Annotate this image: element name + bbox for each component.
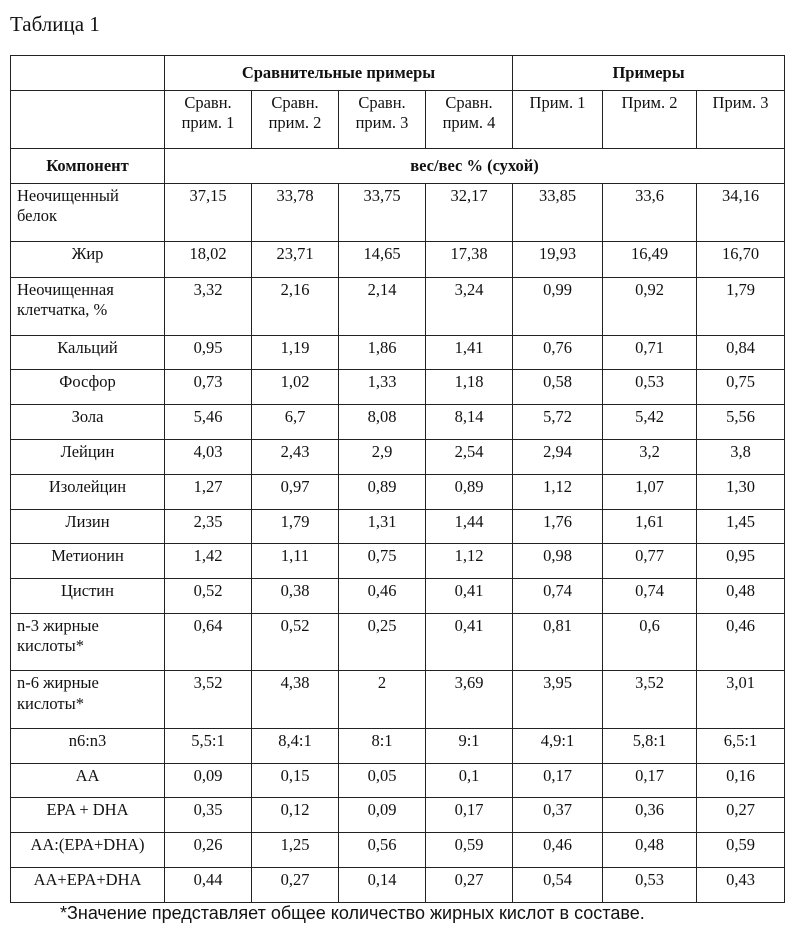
value-cell: 37,15 (165, 184, 252, 242)
value-cell: 0,64 (165, 614, 252, 671)
component-name: n-6 жирные кислоты* (11, 671, 165, 728)
value-cell: 5,8:1 (603, 728, 697, 763)
group-comparative: Сравнительные примеры (165, 56, 513, 91)
empty-header-cell (11, 90, 165, 148)
value-cell: 3,01 (697, 671, 785, 728)
value-cell: 0,43 (697, 868, 785, 903)
value-cell: 0,09 (339, 798, 426, 833)
value-cell: 2,9 (339, 440, 426, 475)
unit-row (11, 149, 785, 184)
value-cell: 0,99 (513, 278, 603, 335)
value-cell: 5,42 (603, 405, 697, 440)
value-cell: 1,33 (339, 370, 426, 405)
value-cell: 0,09 (165, 763, 252, 798)
value-cell: 0,46 (339, 579, 426, 614)
value-cell: 0,1 (426, 763, 513, 798)
data-table (10, 55, 785, 903)
value-cell: 0,46 (697, 614, 785, 671)
value-cell: 0,73 (165, 370, 252, 405)
table-row (11, 868, 785, 903)
component-label: Компонент (11, 149, 165, 184)
value-cell: 0,53 (603, 370, 697, 405)
table-row (11, 614, 785, 671)
table-row (11, 278, 785, 335)
component-name: Кальций (11, 335, 165, 370)
column-header-row (11, 90, 785, 148)
value-cell: 0,41 (426, 579, 513, 614)
value-cell: 14,65 (339, 242, 426, 278)
value-cell: 0,59 (426, 833, 513, 868)
table-row (11, 833, 785, 868)
value-cell: 0,44 (165, 868, 252, 903)
value-cell: 3,95 (513, 671, 603, 728)
value-cell: 1,45 (697, 509, 785, 544)
column-header: Прим. 3 (697, 90, 785, 148)
component-name: Цистин (11, 579, 165, 614)
table-caption: Таблица 1 (10, 12, 100, 36)
component-name: AA:(EPA+DHA) (11, 833, 165, 868)
table-row (11, 440, 785, 475)
value-cell: 0,95 (697, 544, 785, 579)
value-cell: 0,25 (339, 614, 426, 671)
value-cell: 32,17 (426, 184, 513, 242)
value-cell: 0,75 (339, 544, 426, 579)
component-name: AA (11, 763, 165, 798)
table-row (11, 335, 785, 370)
value-cell: 34,16 (697, 184, 785, 242)
footnote: *Значение представляет общее количество жирных кислот в составе. (60, 903, 645, 923)
value-cell: 0,56 (339, 833, 426, 868)
table-row (11, 370, 785, 405)
component-name: n-3 жирные кислоты* (11, 614, 165, 671)
table-row (11, 579, 785, 614)
value-cell: 1,44 (426, 509, 513, 544)
value-cell: 0,17 (426, 798, 513, 833)
value-cell: 1,18 (426, 370, 513, 405)
component-name: Метионин (11, 544, 165, 579)
value-cell: 2 (339, 671, 426, 728)
value-cell: 3,69 (426, 671, 513, 728)
value-cell: 1,12 (426, 544, 513, 579)
value-cell: 0,35 (165, 798, 252, 833)
value-cell: 1,61 (603, 509, 697, 544)
value-cell: 1,11 (252, 544, 339, 579)
value-cell: 3,52 (603, 671, 697, 728)
value-cell: 0,05 (339, 763, 426, 798)
value-cell: 0,97 (252, 474, 339, 509)
value-cell: 17,38 (426, 242, 513, 278)
value-cell: 6,7 (252, 405, 339, 440)
component-name: AA+EPA+DHA (11, 868, 165, 903)
value-cell: 8:1 (339, 728, 426, 763)
table-row (11, 509, 785, 544)
component-name: Жир (11, 242, 165, 278)
value-cell: 0,98 (513, 544, 603, 579)
value-cell: 0,46 (513, 833, 603, 868)
value-cell: 18,02 (165, 242, 252, 278)
value-cell: 5,72 (513, 405, 603, 440)
value-cell: 0,54 (513, 868, 603, 903)
value-cell: 1,12 (513, 474, 603, 509)
value-cell: 0,15 (252, 763, 339, 798)
value-cell: 1,42 (165, 544, 252, 579)
value-cell: 0,95 (165, 335, 252, 370)
component-name: EPA + DHA (11, 798, 165, 833)
value-cell: 0,81 (513, 614, 603, 671)
value-cell: 0,59 (697, 833, 785, 868)
table-row (11, 728, 785, 763)
value-cell: 0,36 (603, 798, 697, 833)
value-cell: 5,56 (697, 405, 785, 440)
value-cell: 1,79 (252, 509, 339, 544)
value-cell: 0,75 (697, 370, 785, 405)
value-cell: 0,17 (603, 763, 697, 798)
value-cell: 3,2 (603, 440, 697, 475)
value-cell: 0,74 (603, 579, 697, 614)
value-cell: 4,9:1 (513, 728, 603, 763)
table-row (11, 242, 785, 278)
value-cell: 1,19 (252, 335, 339, 370)
table-row (11, 544, 785, 579)
value-cell: 0,16 (697, 763, 785, 798)
value-cell: 8,14 (426, 405, 513, 440)
value-cell: 0,27 (697, 798, 785, 833)
value-cell: 33,78 (252, 184, 339, 242)
value-cell: 0,37 (513, 798, 603, 833)
value-cell: 1,02 (252, 370, 339, 405)
value-cell: 2,43 (252, 440, 339, 475)
table-row (11, 184, 785, 242)
value-cell: 3,24 (426, 278, 513, 335)
component-name: Неочищенный белок (11, 184, 165, 242)
value-cell: 16,49 (603, 242, 697, 278)
value-cell: 3,8 (697, 440, 785, 475)
value-cell: 6,5:1 (697, 728, 785, 763)
column-header: Сравн. прим. 2 (252, 90, 339, 148)
value-cell: 8,4:1 (252, 728, 339, 763)
value-cell: 19,93 (513, 242, 603, 278)
value-cell: 4,38 (252, 671, 339, 728)
component-name: Лейцин (11, 440, 165, 475)
value-cell: 1,86 (339, 335, 426, 370)
component-name: Зола (11, 405, 165, 440)
value-cell: 23,71 (252, 242, 339, 278)
value-cell: 5,5:1 (165, 728, 252, 763)
value-cell: 0,38 (252, 579, 339, 614)
value-cell: 1,76 (513, 509, 603, 544)
empty-corner-cell (11, 56, 165, 91)
group-examples: Примеры (513, 56, 785, 91)
value-cell: 1,41 (426, 335, 513, 370)
column-header: Прим. 1 (513, 90, 603, 148)
value-cell: 0,52 (165, 579, 252, 614)
value-cell: 0,48 (603, 833, 697, 868)
value-cell: 9:1 (426, 728, 513, 763)
group-header-row (11, 56, 785, 91)
value-cell: 33,75 (339, 184, 426, 242)
value-cell: 0,48 (697, 579, 785, 614)
component-name: Лизин (11, 509, 165, 544)
value-cell: 0,84 (697, 335, 785, 370)
value-cell: 33,6 (603, 184, 697, 242)
component-name: Фосфор (11, 370, 165, 405)
value-cell: 0,6 (603, 614, 697, 671)
table-row (11, 405, 785, 440)
value-cell: 0,27 (252, 868, 339, 903)
value-cell: 3,52 (165, 671, 252, 728)
value-cell: 2,14 (339, 278, 426, 335)
value-cell: 0,71 (603, 335, 697, 370)
unit-label: вес/вес % (сухой) (165, 149, 785, 184)
value-cell: 0,14 (339, 868, 426, 903)
value-cell: 0,74 (513, 579, 603, 614)
table-row (11, 763, 785, 798)
value-cell: 0,76 (513, 335, 603, 370)
value-cell: 1,30 (697, 474, 785, 509)
value-cell: 0,26 (165, 833, 252, 868)
value-cell: 0,53 (603, 868, 697, 903)
value-cell: 0,89 (426, 474, 513, 509)
component-name: Неочищенная клетчатка, % (11, 278, 165, 335)
value-cell: 0,27 (426, 868, 513, 903)
value-cell: 33,85 (513, 184, 603, 242)
value-cell: 2,35 (165, 509, 252, 544)
column-header: Прим. 2 (603, 90, 697, 148)
value-cell: 0,52 (252, 614, 339, 671)
value-cell: 0,92 (603, 278, 697, 335)
value-cell: 16,70 (697, 242, 785, 278)
value-cell: 0,41 (426, 614, 513, 671)
value-cell: 2,54 (426, 440, 513, 475)
value-cell: 2,94 (513, 440, 603, 475)
value-cell: 1,31 (339, 509, 426, 544)
column-header: Сравн. прим. 4 (426, 90, 513, 148)
value-cell: 1,25 (252, 833, 339, 868)
value-cell: 0,17 (513, 763, 603, 798)
value-cell: 0,77 (603, 544, 697, 579)
value-cell: 2,16 (252, 278, 339, 335)
value-cell: 0,58 (513, 370, 603, 405)
value-cell: 1,79 (697, 278, 785, 335)
table-row (11, 474, 785, 509)
column-header: Сравн. прим. 3 (339, 90, 426, 148)
value-cell: 3,32 (165, 278, 252, 335)
table-row (11, 798, 785, 833)
value-cell: 5,46 (165, 405, 252, 440)
table-row (11, 671, 785, 728)
column-header: Сравн. прим. 1 (165, 90, 252, 148)
value-cell: 4,03 (165, 440, 252, 475)
value-cell: 0,12 (252, 798, 339, 833)
value-cell: 8,08 (339, 405, 426, 440)
value-cell: 0,89 (339, 474, 426, 509)
value-cell: 1,27 (165, 474, 252, 509)
component-name: Изолейцин (11, 474, 165, 509)
value-cell: 1,07 (603, 474, 697, 509)
component-name: n6:n3 (11, 728, 165, 763)
